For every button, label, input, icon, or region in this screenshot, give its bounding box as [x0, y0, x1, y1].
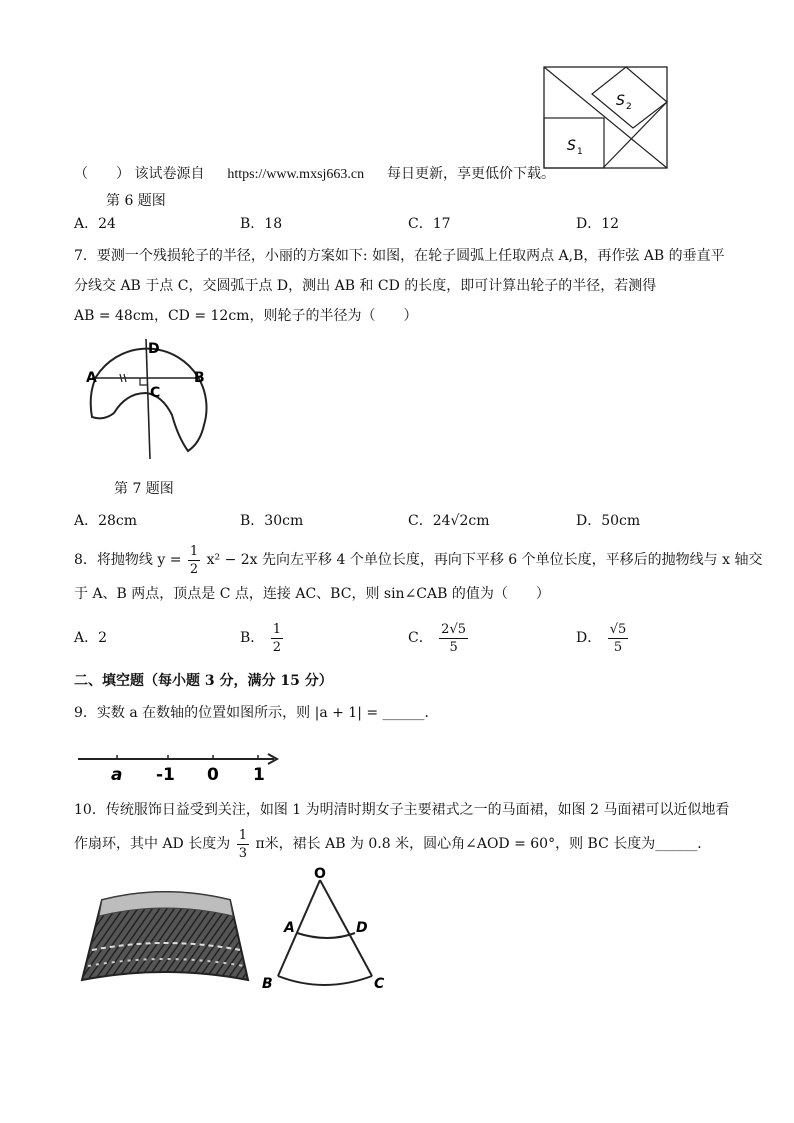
q8-fraction-num: 1: [189, 543, 199, 559]
q10-sector-figure: [258, 866, 398, 994]
q6-option-a[interactable]: A．24: [74, 216, 116, 232]
q6-paren: （ ）: [74, 166, 130, 182]
q6-source-tail: 每日更新，享更低价下载。: [387, 166, 556, 182]
q8-option-c-label: C．: [408, 630, 433, 646]
q6-option-d[interactable]: D．12: [576, 216, 620, 232]
q8-option-d-frac: [608, 623, 629, 654]
q6-figure: [543, 66, 669, 170]
q10-label-a: A: [284, 920, 295, 936]
q8-fraction-den: 2: [189, 561, 199, 577]
q8-line-2: 于 A、B 两点，顶点是 C 点，连接 AC、BC，则 sin∠CAB 的值为（ ）: [74, 586, 550, 602]
q9-axis-label-zero: 0: [207, 765, 219, 785]
q7-line-1: 7．要测一个残损轮子的半径，小丽的方案如下: 如图，在轮子圆弧上任取两点 A,B，再作弦 AB 的垂直平: [74, 248, 725, 264]
q7-label-c: C: [150, 385, 161, 401]
q10-line-2: [74, 826, 711, 862]
q10-fraction-den: 3: [238, 845, 247, 861]
q6-source-url[interactable]: https://www.mxsj663.cn: [227, 167, 365, 182]
q7-label-b: B: [194, 370, 205, 386]
q9-number-line: [74, 745, 284, 785]
q10-label-c: C: [374, 976, 385, 992]
section-2-heading: 二、填空题（每小题 3 分，满分 15 分）: [74, 673, 333, 689]
q10-line-1: 10．传统服饰日益受到关注，如图 1 为明清时期女子主要裙式之一的马面裙，如图 2 马面裙可以近似地看: [74, 802, 730, 818]
q8-line-1: [74, 542, 762, 578]
q7-figure: [80, 335, 220, 465]
q7-line-2: 分线交 AB 于点 C，交圆弧于点 D，测出 AB 和 CD 的长度，即可计算出轮子的半径，若测得: [74, 278, 657, 294]
q6-label-s1: S: [567, 138, 576, 154]
q9-axis-label-neg1: -1: [156, 765, 175, 785]
q8-option-c[interactable]: [408, 620, 470, 656]
q6-option-b[interactable]: B．18: [240, 216, 283, 232]
q6-source-text: 该试卷源自: [134, 166, 205, 182]
q10-fraction-num: 1: [238, 827, 247, 843]
q7-label-d: D: [148, 341, 160, 357]
q10-label-d: D: [356, 920, 368, 936]
q8-option-b-frac: [271, 623, 283, 654]
q8-option-c-num: 2√5: [441, 621, 466, 637]
q8-option-c-den: 5: [449, 639, 458, 655]
q7-caption: 第 7 题图: [114, 481, 174, 497]
q6-caption: 第 6 题图: [106, 193, 166, 209]
q10-skirt-image: [78, 888, 252, 988]
q8-option-d-label: D．: [576, 630, 602, 646]
q9-axis-label-a: a: [111, 765, 123, 785]
q10-fraction: [237, 829, 249, 860]
q6-stem: [74, 164, 555, 185]
q10-label-o: O: [314, 866, 326, 882]
q7-option-b[interactable]: B．30cm: [240, 513, 304, 529]
q8-option-b-den: 2: [272, 639, 282, 655]
q8-option-d-den: 5: [613, 639, 623, 655]
q8-fraction: [188, 545, 200, 576]
q7-line-3: AB = 48cm，CD = 12cm，则轮子的半径为（ ）: [74, 308, 418, 324]
q8-option-b-num: 1: [272, 621, 282, 637]
q8-option-a[interactable]: A．2: [74, 630, 108, 646]
q6-label-s2: S: [616, 93, 625, 109]
q8-option-c-frac: [439, 623, 468, 654]
q8-line-1-end: x² − 2x 先向左平移 4 个单位长度，再向下平移 6 个单位长度，平移后的抛物线与 x 轴交: [206, 552, 763, 568]
q10-label-b: B: [262, 976, 273, 992]
q7-option-c[interactable]: C．24√2cm: [408, 513, 490, 529]
q8-option-d-num: √5: [609, 621, 627, 637]
q9-text: 9．实数 a 在数轴的位置如图所示，则 |a + 1| = ______．: [74, 705, 439, 721]
q7-option-d[interactable]: D．50cm: [576, 513, 641, 529]
q8-option-b-label: B．: [240, 630, 265, 646]
q6-label-s2-sub: 2: [626, 102, 632, 112]
q8-option-b[interactable]: [240, 620, 285, 656]
q7-option-a[interactable]: A．28cm: [74, 513, 138, 529]
q9-axis-label-one: 1: [253, 765, 265, 785]
q10-line-2-start: 作扇环，其中 AD 长度为: [74, 836, 231, 852]
q8-line-1-start: 8．将抛物线 y =: [74, 552, 182, 568]
q7-label-a: A: [86, 370, 97, 386]
q6-label-s1-sub: 1: [577, 147, 583, 157]
q8-option-d[interactable]: [576, 620, 630, 656]
q10-line-2-end: π米，裙长 AB 为 0.8 米，圆心角∠AOD = 60°，则 BC 长度为______．: [255, 836, 712, 852]
q6-option-c[interactable]: C．17: [408, 216, 451, 232]
